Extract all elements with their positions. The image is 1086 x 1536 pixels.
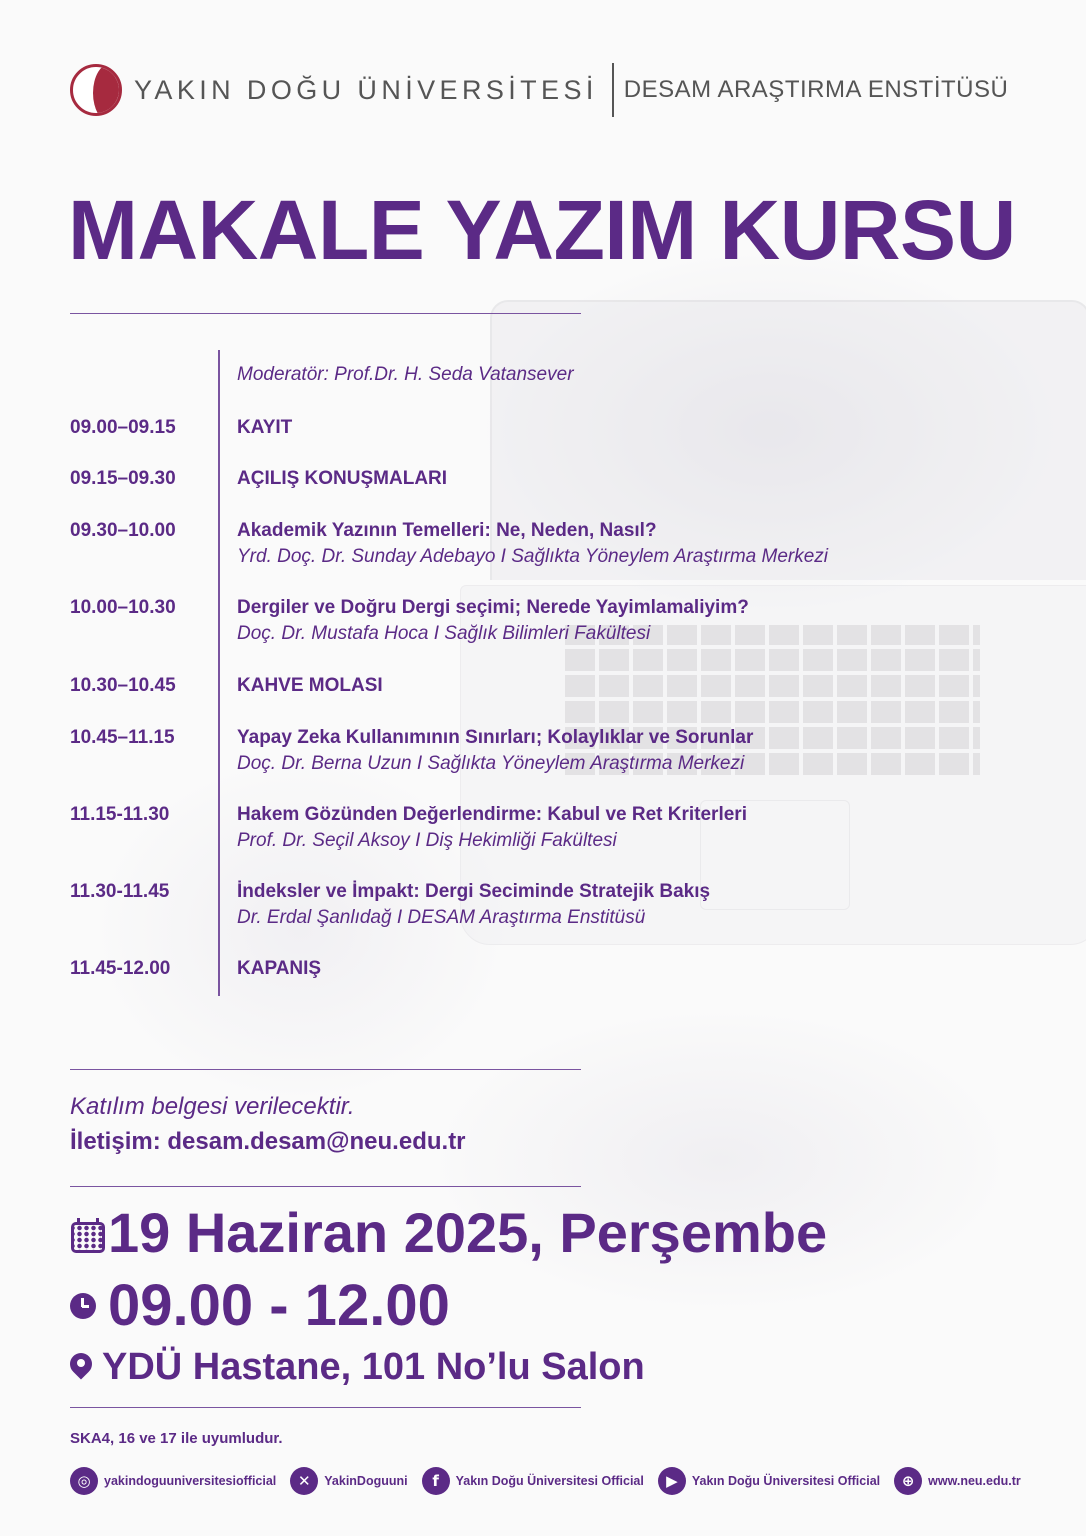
moderator-text: Moderatör: Prof.Dr. H. Seda Vatansever: [237, 364, 574, 385]
schedule-topic: AÇILIŞ KONUŞMALARI: [237, 468, 448, 489]
schedule-speaker: Prof. Dr. Seçil Aksoy I Diş Hekimliği Fakültesi: [237, 830, 617, 851]
globe-icon: ⊕: [894, 1467, 922, 1495]
schedule-speaker: Yrd. Doç. Dr. Sunday Adebayo I Sağlıkta Yöneylem Araştırma Merkezi: [237, 546, 829, 567]
event-date: [70, 1200, 827, 1265]
schedule-time: 09.15–09.30: [70, 468, 176, 489]
schedule-topic: İndeksler ve İmpakt: Dergi Seciminde Stratejik Bakış: [237, 881, 711, 902]
social-facebook[interactable]: [422, 1467, 644, 1495]
schedule-time: 11.30-11.45: [70, 881, 170, 902]
schedule-time: 09.00–09.15: [70, 417, 176, 438]
x-icon: ✕: [290, 1467, 318, 1495]
social-x[interactable]: [290, 1467, 407, 1495]
schedule-time: 10.45–11.15: [70, 727, 175, 748]
ska-note: SKA4, 16 ve 17 ile uyumludur.: [70, 1430, 283, 1447]
schedule-topic: Akademik Yazının Temelleri: Ne, Neden, Nasıl?: [237, 520, 657, 541]
event-time: [70, 1272, 450, 1339]
university-name: YAKIN DOĞU ÜNİVERSİTESİ: [134, 74, 598, 105]
schedule-topic: KAYIT: [237, 417, 293, 438]
location-pin-icon: [70, 1353, 92, 1383]
schedule-time: 10.00–10.30: [70, 597, 176, 618]
divider-top: [70, 313, 581, 314]
social-links: [70, 1465, 1035, 1497]
social-label: www.neu.edu.tr: [928, 1474, 1021, 1488]
divider-event: [70, 1186, 581, 1187]
schedule-speaker: Doç. Dr. Mustafa Hoca I Sağlık Bilimleri Fakültesi: [237, 623, 651, 644]
header-logo: [70, 63, 1008, 117]
schedule-timeline-line: [218, 350, 220, 996]
schedule-topic: KAPANIŞ: [237, 958, 322, 979]
facebook-icon: f: [422, 1467, 450, 1495]
social-label: yakindoguuniversitesiofficial: [104, 1474, 277, 1488]
certificate-note: Katılım belgesi verilecektir.: [70, 1093, 355, 1120]
schedule-speaker: Dr. Erdal Şanlıdağ I DESAM Araştırma Enstitüsü: [237, 907, 646, 928]
social-youtube[interactable]: [658, 1467, 880, 1495]
schedule-time: 09.30–10.00: [70, 520, 176, 541]
schedule-topic: KAHVE MOLASI: [237, 675, 383, 696]
university-logo-icon: [70, 64, 122, 116]
schedule-time: 10.30–10.45: [70, 675, 176, 696]
divider-middle: [70, 1069, 581, 1070]
youtube-icon: ▶: [658, 1467, 686, 1495]
social-website[interactable]: [894, 1467, 1021, 1495]
social-label: Yakın Doğu Üniversitesi Official: [691, 1474, 881, 1488]
contact-email[interactable]: İletişim: desam.desam@neu.edu.tr: [70, 1128, 466, 1155]
clock-icon: [70, 1293, 96, 1319]
schedule-time: 11.45-12.00: [70, 958, 171, 979]
schedule-topic: Dergiler ve Doğru Dergi seçimi; Nerede Yayimlamaliyim?: [237, 597, 749, 618]
social-label: Yakın Doğu Üniversitesi Official: [455, 1474, 644, 1488]
schedule-topic: Yapay Zeka Kullanımının Sınırları; Kolaylıklar ve Sorunlar: [237, 727, 754, 748]
schedule-time: 11.15-11.30: [70, 804, 170, 825]
institute-name: DESAM ARAŞTIRMA ENSTİTÜSÜ: [623, 76, 1009, 103]
event-date-text: 19 Haziran 2025, Perşembe: [108, 1201, 828, 1264]
logo-divider: [612, 63, 614, 117]
event-location: [70, 1346, 645, 1389]
instagram-icon: ◎: [70, 1467, 98, 1495]
social-label: YakinDoguuni: [324, 1474, 408, 1488]
event-time-text: 09.00 - 12.00: [108, 1273, 450, 1338]
page-title: MAKALE YAZIM KURSU: [68, 183, 1016, 277]
divider-bottom: [70, 1407, 581, 1408]
calendar-icon: [70, 1218, 100, 1248]
schedule-speaker: Doç. Dr. Berna Uzun I Sağlıkta Yöneylem Araştırma Merkezi: [237, 753, 745, 774]
schedule-topic: Hakem Gözünden Değerlendirme: Kabul ve Ret Kriterleri: [237, 804, 747, 825]
event-location-text: YDÜ Hastane, 101 No’lu Salon: [102, 1346, 645, 1388]
social-instagram[interactable]: [70, 1467, 276, 1495]
